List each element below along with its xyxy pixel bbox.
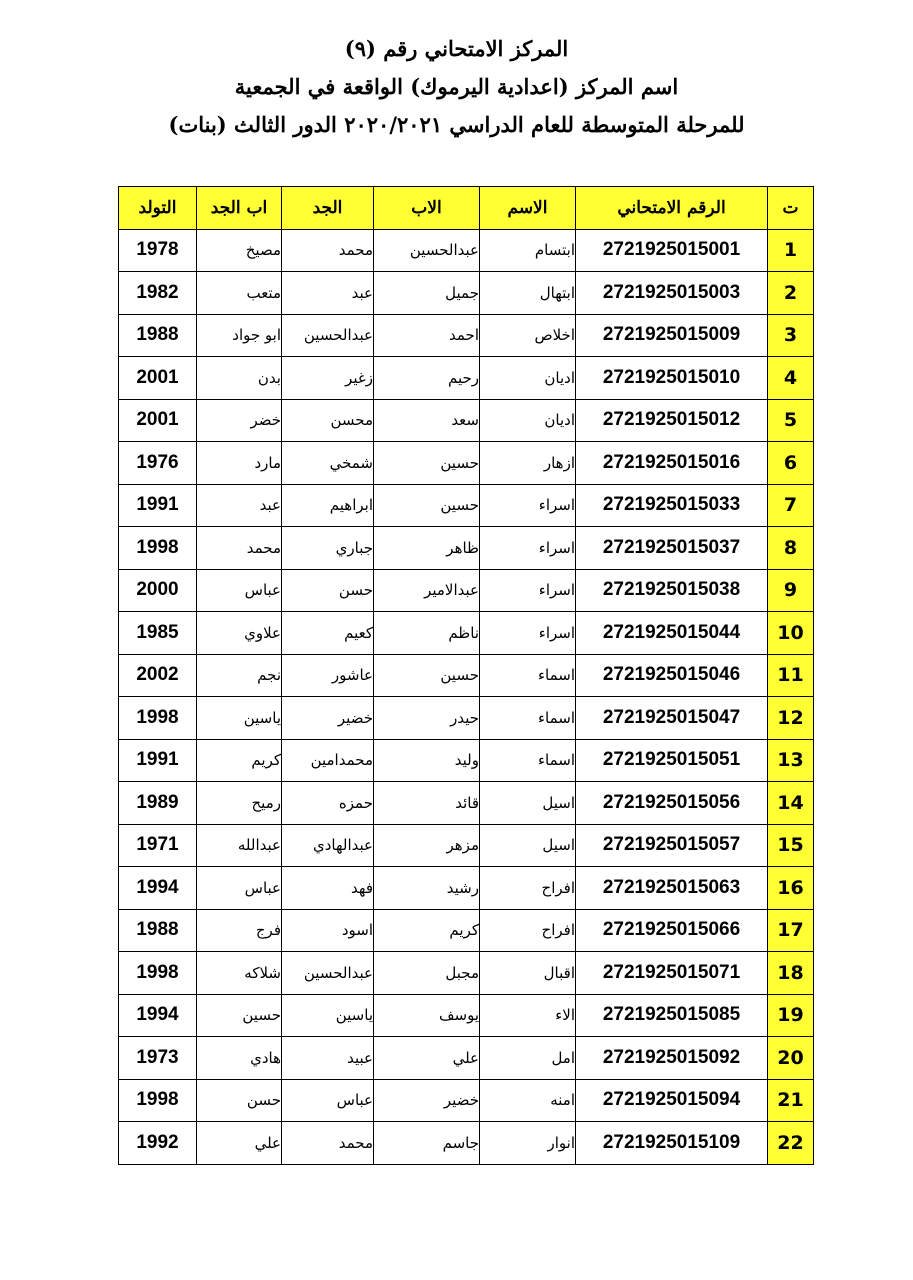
grandfather-name: حمزه bbox=[282, 782, 374, 825]
birth-year: 1992 bbox=[119, 1122, 197, 1165]
father-name: حيدر bbox=[374, 697, 480, 740]
birth-year: 1985 bbox=[119, 612, 197, 655]
father-name: يوسف bbox=[374, 994, 480, 1037]
student-name: اديان bbox=[480, 357, 576, 400]
father-name: ناظم bbox=[374, 612, 480, 655]
student-name: اسيل bbox=[480, 782, 576, 825]
great-grandfather-name: متعب bbox=[197, 272, 282, 315]
father-name: خضير bbox=[374, 1079, 480, 1122]
table-row bbox=[119, 357, 814, 400]
table-row bbox=[119, 1122, 814, 1165]
row-index: 18 bbox=[768, 952, 814, 995]
exam-number: 2721925015092 bbox=[576, 1037, 768, 1080]
birth-year: 1998 bbox=[119, 697, 197, 740]
student-name: اخلاص bbox=[480, 314, 576, 357]
birth-year: 1971 bbox=[119, 824, 197, 867]
student-name: انوار bbox=[480, 1122, 576, 1165]
birth-year: 1978 bbox=[119, 229, 197, 272]
table-row bbox=[119, 569, 814, 612]
row-index: 3 bbox=[768, 314, 814, 357]
exam-number: 2721925015051 bbox=[576, 739, 768, 782]
students-table bbox=[118, 186, 814, 1165]
exam-number: 2721925015010 bbox=[576, 357, 768, 400]
exam-number: 2721925015071 bbox=[576, 952, 768, 995]
great-grandfather-name: بدن bbox=[197, 357, 282, 400]
great-grandfather-name: عباس bbox=[197, 867, 282, 910]
student-name: افراح bbox=[480, 909, 576, 952]
great-grandfather-name: حسن bbox=[197, 1079, 282, 1122]
student-name: امل bbox=[480, 1037, 576, 1080]
row-index: 22 bbox=[768, 1122, 814, 1165]
grandfather-name: عبدالحسين bbox=[282, 952, 374, 995]
grandfather-name: عبد bbox=[282, 272, 374, 315]
father-name: عبدالحسين bbox=[374, 229, 480, 272]
birth-year: 1991 bbox=[119, 739, 197, 782]
birth-year: 1982 bbox=[119, 272, 197, 315]
student-name: اسراء bbox=[480, 612, 576, 655]
row-index: 19 bbox=[768, 994, 814, 1037]
row-index: 16 bbox=[768, 867, 814, 910]
student-name: افراح bbox=[480, 867, 576, 910]
student-name: ابتسام bbox=[480, 229, 576, 272]
student-name: اسيل bbox=[480, 824, 576, 867]
table-body bbox=[119, 229, 814, 1164]
exam-number: 2721925015085 bbox=[576, 994, 768, 1037]
row-index: 12 bbox=[768, 697, 814, 740]
exam-number: 2721925015047 bbox=[576, 697, 768, 740]
birth-year: 1988 bbox=[119, 909, 197, 952]
student-name: اسراء bbox=[480, 527, 576, 570]
col-header-birth-year: التولد bbox=[119, 187, 197, 230]
student-name: ازهار bbox=[480, 442, 576, 485]
grandfather-name: فهد bbox=[282, 867, 374, 910]
grandfather-name: ابراهيم bbox=[282, 484, 374, 527]
great-grandfather-name: شلاكه bbox=[197, 952, 282, 995]
document-header bbox=[0, 30, 913, 144]
exam-number: 2721925015001 bbox=[576, 229, 768, 272]
row-index: 10 bbox=[768, 612, 814, 655]
exam-number: 2721925015066 bbox=[576, 909, 768, 952]
birth-year: 1973 bbox=[119, 1037, 197, 1080]
exam-number: 2721925015044 bbox=[576, 612, 768, 655]
great-grandfather-name: حسين bbox=[197, 994, 282, 1037]
great-grandfather-name: خضر bbox=[197, 399, 282, 442]
student-name: اسماء bbox=[480, 654, 576, 697]
table-row bbox=[119, 739, 814, 782]
student-name: اسماء bbox=[480, 697, 576, 740]
birth-year: 1998 bbox=[119, 952, 197, 995]
grandfather-name: اسود bbox=[282, 909, 374, 952]
row-index: 21 bbox=[768, 1079, 814, 1122]
birth-year: 1998 bbox=[119, 527, 197, 570]
student-name: اديان bbox=[480, 399, 576, 442]
row-index: 13 bbox=[768, 739, 814, 782]
great-grandfather-name: مصيخ bbox=[197, 229, 282, 272]
father-name: مجبل bbox=[374, 952, 480, 995]
grandfather-name: شمخي bbox=[282, 442, 374, 485]
table-row bbox=[119, 1037, 814, 1080]
row-index: 11 bbox=[768, 654, 814, 697]
header-stage-year: للمرحلة المتوسطة للعام الدراسي ٢٠٢٠/٢٠٢١ الدور الثالث (بنات) bbox=[168, 112, 745, 137]
grandfather-name: جباري bbox=[282, 527, 374, 570]
student-name: ابتهال bbox=[480, 272, 576, 315]
table-row bbox=[119, 612, 814, 655]
row-index: 2 bbox=[768, 272, 814, 315]
col-header-name: الاسم bbox=[480, 187, 576, 230]
table-row bbox=[119, 697, 814, 740]
col-header-grandfather: الجد bbox=[282, 187, 374, 230]
birth-year: 2001 bbox=[119, 399, 197, 442]
great-grandfather-name: فرج bbox=[197, 909, 282, 952]
student-name: امنه bbox=[480, 1079, 576, 1122]
great-grandfather-name: ياسين bbox=[197, 697, 282, 740]
father-name: مزهر bbox=[374, 824, 480, 867]
father-name: كريم bbox=[374, 909, 480, 952]
grandfather-name: محمدامين bbox=[282, 739, 374, 782]
exam-number: 2721925015003 bbox=[576, 272, 768, 315]
grandfather-name: كعيم bbox=[282, 612, 374, 655]
birth-year: 1991 bbox=[119, 484, 197, 527]
table-row bbox=[119, 442, 814, 485]
grandfather-name: محسن bbox=[282, 399, 374, 442]
birth-year: 1994 bbox=[119, 994, 197, 1037]
row-index: 8 bbox=[768, 527, 814, 570]
exam-number: 2721925015037 bbox=[576, 527, 768, 570]
great-grandfather-name: علاوي bbox=[197, 612, 282, 655]
row-index: 14 bbox=[768, 782, 814, 825]
exam-number: 2721925015057 bbox=[576, 824, 768, 867]
father-name: احمد bbox=[374, 314, 480, 357]
table-row bbox=[119, 484, 814, 527]
table-row bbox=[119, 272, 814, 315]
great-grandfather-name: عبد bbox=[197, 484, 282, 527]
father-name: حسين bbox=[374, 654, 480, 697]
row-index: 17 bbox=[768, 909, 814, 952]
grandfather-name: عبدالهادي bbox=[282, 824, 374, 867]
table-row bbox=[119, 994, 814, 1037]
header-center-number: المركز الامتحاني رقم (٩) bbox=[344, 36, 569, 61]
table-row bbox=[119, 824, 814, 867]
table-row bbox=[119, 867, 814, 910]
birth-year: 2001 bbox=[119, 357, 197, 400]
header-center-name: اسم المركز (اعدادية اليرموك) الواقعة في الجمعية bbox=[234, 74, 679, 99]
grandfather-name: زغير bbox=[282, 357, 374, 400]
great-grandfather-name: محمد bbox=[197, 527, 282, 570]
table-row bbox=[119, 527, 814, 570]
exam-number: 2721925015063 bbox=[576, 867, 768, 910]
row-index: 1 bbox=[768, 229, 814, 272]
exam-number: 2721925015012 bbox=[576, 399, 768, 442]
col-header-great-grandfather: اب الجد bbox=[197, 187, 282, 230]
exam-number: 2721925015038 bbox=[576, 569, 768, 612]
great-grandfather-name: نجم bbox=[197, 654, 282, 697]
table-row bbox=[119, 229, 814, 272]
great-grandfather-name: عباس bbox=[197, 569, 282, 612]
father-name: جاسم bbox=[374, 1122, 480, 1165]
birth-year: 2002 bbox=[119, 654, 197, 697]
exam-number: 2721925015016 bbox=[576, 442, 768, 485]
exam-number: 2721925015094 bbox=[576, 1079, 768, 1122]
grandfather-name: حسن bbox=[282, 569, 374, 612]
table-header-row bbox=[119, 187, 814, 230]
great-grandfather-name: عبدالله bbox=[197, 824, 282, 867]
father-name: حسين bbox=[374, 442, 480, 485]
birth-year: 1989 bbox=[119, 782, 197, 825]
exam-number: 2721925015109 bbox=[576, 1122, 768, 1165]
row-index: 20 bbox=[768, 1037, 814, 1080]
row-index: 6 bbox=[768, 442, 814, 485]
father-name: رشيد bbox=[374, 867, 480, 910]
great-grandfather-name: مارد bbox=[197, 442, 282, 485]
table-row bbox=[119, 909, 814, 952]
birth-year: 1998 bbox=[119, 1079, 197, 1122]
great-grandfather-name: علي bbox=[197, 1122, 282, 1165]
table-row bbox=[119, 1079, 814, 1122]
grandfather-name: عاشور bbox=[282, 654, 374, 697]
grandfather-name: عباس bbox=[282, 1079, 374, 1122]
student-name: اسماء bbox=[480, 739, 576, 782]
father-name: رحيم bbox=[374, 357, 480, 400]
grandfather-name: عبيد bbox=[282, 1037, 374, 1080]
row-index: 15 bbox=[768, 824, 814, 867]
row-index: 9 bbox=[768, 569, 814, 612]
student-name: اسراء bbox=[480, 569, 576, 612]
student-name: اقبال bbox=[480, 952, 576, 995]
col-header-father: الاب bbox=[374, 187, 480, 230]
table-row bbox=[119, 782, 814, 825]
table-row bbox=[119, 654, 814, 697]
father-name: وليد bbox=[374, 739, 480, 782]
birth-year: 1994 bbox=[119, 867, 197, 910]
great-grandfather-name: ابو جواد bbox=[197, 314, 282, 357]
birth-year: 1988 bbox=[119, 314, 197, 357]
grandfather-name: ياسين bbox=[282, 994, 374, 1037]
birth-year: 1976 bbox=[119, 442, 197, 485]
father-name: حسين bbox=[374, 484, 480, 527]
father-name: جميل bbox=[374, 272, 480, 315]
exam-number: 2721925015033 bbox=[576, 484, 768, 527]
grandfather-name: محمد bbox=[282, 229, 374, 272]
father-name: ظاهر bbox=[374, 527, 480, 570]
grandfather-name: خضير bbox=[282, 697, 374, 740]
grandfather-name: محمد bbox=[282, 1122, 374, 1165]
father-name: سعد bbox=[374, 399, 480, 442]
birth-year: 2000 bbox=[119, 569, 197, 612]
father-name: علي bbox=[374, 1037, 480, 1080]
table-row bbox=[119, 314, 814, 357]
exam-number: 2721925015009 bbox=[576, 314, 768, 357]
row-index: 4 bbox=[768, 357, 814, 400]
student-name: اسراء bbox=[480, 484, 576, 527]
grandfather-name: عبدالحسين bbox=[282, 314, 374, 357]
exam-number: 2721925015056 bbox=[576, 782, 768, 825]
great-grandfather-name: كريم bbox=[197, 739, 282, 782]
row-index: 5 bbox=[768, 399, 814, 442]
student-name: الاء bbox=[480, 994, 576, 1037]
great-grandfather-name: هادي bbox=[197, 1037, 282, 1080]
col-header-index: ت bbox=[768, 187, 814, 230]
table-row bbox=[119, 399, 814, 442]
father-name: قائد bbox=[374, 782, 480, 825]
row-index: 7 bbox=[768, 484, 814, 527]
col-header-exam-number: الرقم الامتحاني bbox=[576, 187, 768, 230]
exam-number: 2721925015046 bbox=[576, 654, 768, 697]
table-row bbox=[119, 952, 814, 995]
great-grandfather-name: رميح bbox=[197, 782, 282, 825]
father-name: عبدالامير bbox=[374, 569, 480, 612]
